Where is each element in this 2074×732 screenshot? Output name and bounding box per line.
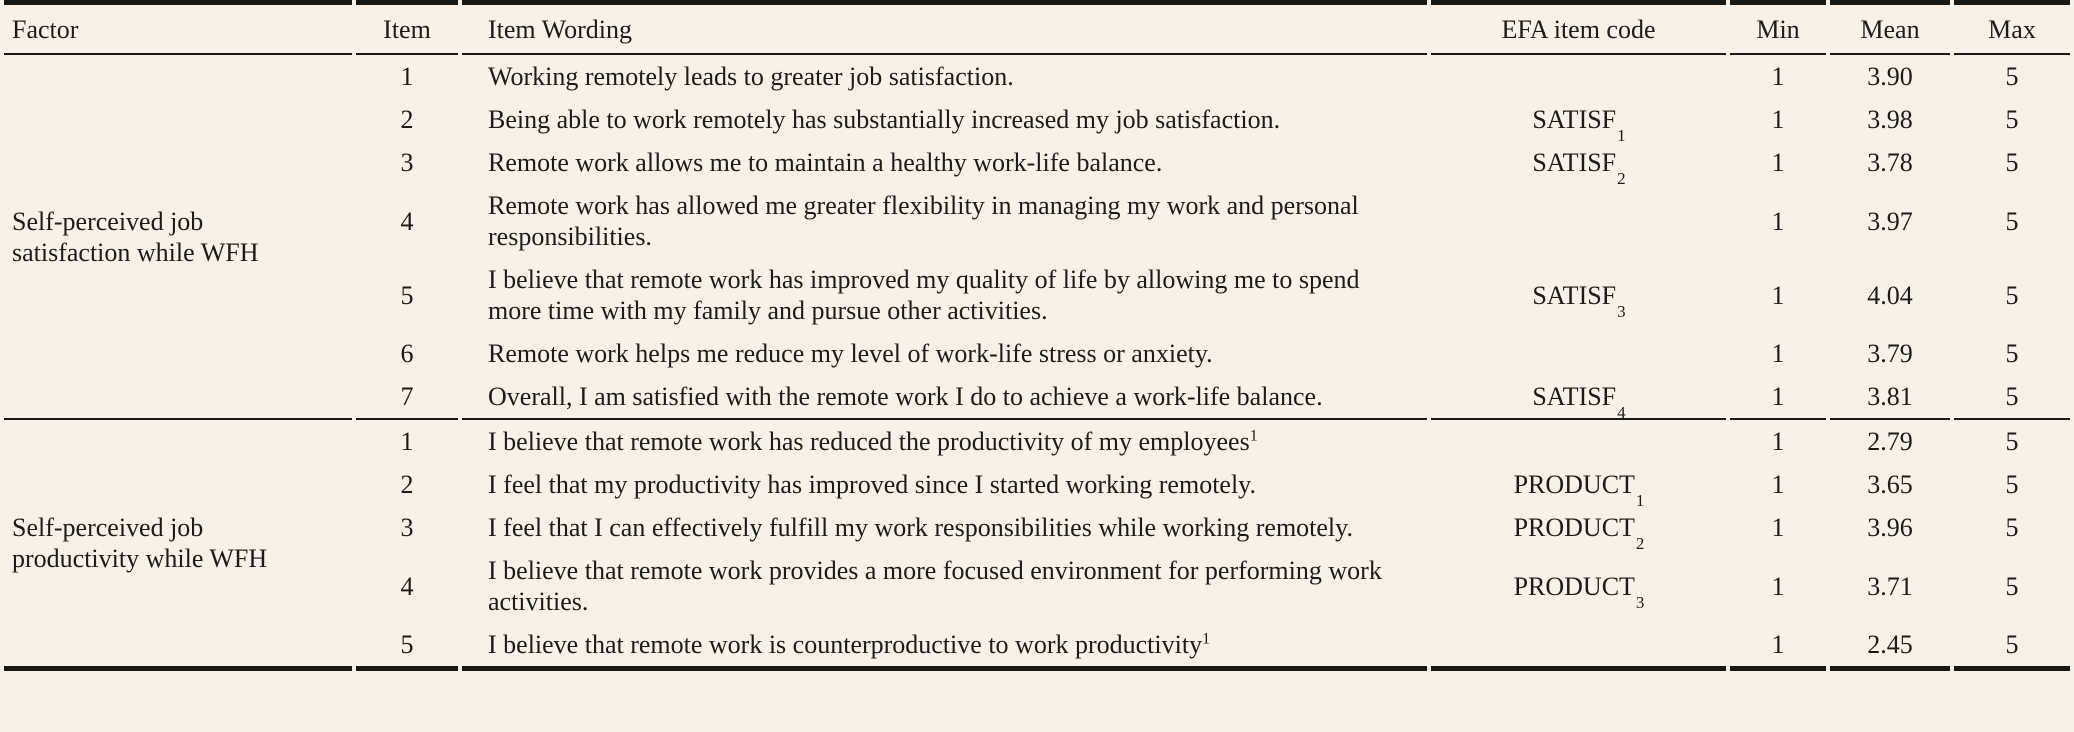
mean-cell: 3.65 bbox=[1867, 470, 1913, 499]
efa-code-cell bbox=[1431, 184, 1726, 258]
efa-code-subscript: 1 bbox=[1617, 126, 1626, 146]
max-cell: 5 bbox=[2005, 470, 2019, 499]
header-mean: Mean bbox=[1830, 0, 1950, 55]
efa-code-subscript: 2 bbox=[1635, 534, 1645, 554]
min-cell: 1 bbox=[1771, 339, 1785, 368]
max-cell: 5 bbox=[2005, 427, 2019, 456]
footnote-superscript: 1 bbox=[1202, 630, 1211, 648]
item-number-cell: 1 bbox=[400, 427, 414, 456]
item-wording-cell bbox=[462, 420, 1427, 463]
header-row bbox=[4, 0, 2070, 55]
efa-code-cell bbox=[1431, 332, 1726, 375]
item-wording-cell bbox=[462, 332, 1427, 375]
max-cell: 5 bbox=[2005, 339, 2019, 368]
max-cell: 5 bbox=[2005, 513, 2019, 542]
item-number-cell: 6 bbox=[400, 339, 414, 368]
header-min: Min bbox=[1730, 0, 1826, 55]
item-wording-cell bbox=[462, 55, 1427, 98]
item-number-cell: 5 bbox=[400, 280, 414, 310]
item-number-cell: 5 bbox=[356, 623, 458, 671]
item-wording-cell bbox=[462, 375, 1427, 420]
table-body bbox=[4, 55, 2070, 671]
efa-code-text: SATISF bbox=[1532, 280, 1617, 310]
item-wording-cell bbox=[462, 506, 1427, 549]
efa-code-text: SATISF bbox=[1532, 382, 1617, 411]
mean-cell: 3.96 bbox=[1867, 513, 1913, 542]
efa-code-cell bbox=[1431, 98, 1726, 146]
header-max: Max bbox=[1954, 0, 2070, 55]
item-wording-text: Overall, I am satisfied with the remote work I do to achieve a work-life balance. bbox=[488, 382, 1323, 411]
item-number-cell: 7 bbox=[356, 375, 458, 420]
efa-code-cell bbox=[1431, 258, 1726, 332]
item-wording-text: I believe that remote work has reduced the productivity of my employees bbox=[488, 427, 1250, 456]
min-cell: 1 bbox=[1771, 62, 1785, 91]
max-cell: 5 bbox=[2005, 571, 2019, 601]
factor-cell: Self-perceived job satisfaction while WFH bbox=[4, 55, 352, 420]
item-number-cell: 2 bbox=[400, 470, 414, 499]
mean-cell: 3.79 bbox=[1867, 339, 1913, 368]
item-wording-text: I feel that my productivity has improved since I started working remotely. bbox=[488, 470, 1256, 499]
item-wording-cell bbox=[462, 184, 1427, 258]
table-row bbox=[4, 55, 2070, 98]
efa-code-cell bbox=[1431, 141, 1726, 189]
efa-code-cell bbox=[1431, 420, 1726, 463]
max-cell: 5 bbox=[2005, 206, 2019, 236]
mean-cell: 3.98 bbox=[1867, 105, 1913, 134]
efa-code-subscript: 4 bbox=[1617, 403, 1626, 423]
max-cell: 5 bbox=[1954, 375, 2070, 420]
min-cell: 1 bbox=[1771, 571, 1785, 601]
item-wording-text: Working remotely leads to greater job satisfaction. bbox=[488, 62, 1014, 91]
efa-code-cell bbox=[1431, 506, 1726, 554]
efa-code-cell bbox=[1431, 549, 1726, 623]
header-factor: Factor bbox=[4, 0, 352, 55]
item-wording-cell bbox=[462, 623, 1427, 671]
mean-cell: 3.78 bbox=[1867, 148, 1913, 177]
header-item-wording: Item Wording bbox=[462, 0, 1427, 55]
item-number-cell: 4 bbox=[400, 571, 414, 601]
item-number-cell: 2 bbox=[400, 105, 414, 134]
item-number-cell: 3 bbox=[400, 513, 414, 542]
header-item: Item bbox=[356, 0, 458, 55]
item-wording-cell bbox=[462, 549, 1427, 623]
item-wording-cell bbox=[462, 141, 1427, 184]
min-cell: 1 bbox=[1771, 513, 1785, 542]
efa-code-text: PRODUCT bbox=[1513, 470, 1635, 499]
efa-code-subscript: 2 bbox=[1617, 169, 1626, 189]
item-number-cell: 3 bbox=[400, 148, 414, 177]
item-wording-text: I believe that remote work is counterproductive to work productivity bbox=[488, 630, 1203, 659]
efa-code-subscript: 1 bbox=[1635, 491, 1645, 511]
efa-code-cell bbox=[1431, 623, 1726, 671]
item-number-cell: 4 bbox=[400, 206, 414, 236]
efa-code-text: SATISF bbox=[1532, 105, 1617, 134]
efa-code-cell bbox=[1431, 375, 1726, 423]
item-wording-text: I believe that remote work has improved my quality of life by allowing me to spend more time with my family and pursue other activities. bbox=[488, 265, 1360, 325]
min-cell: 1 bbox=[1730, 623, 1826, 671]
item-wording-text: Remote work helps me reduce my level of work-life stress or anxiety. bbox=[488, 339, 1213, 368]
item-wording-text: I believe that remote work provides a more focused environment for performing work activities. bbox=[488, 556, 1382, 616]
min-cell: 1 bbox=[1771, 280, 1785, 310]
max-cell: 5 bbox=[2005, 280, 2019, 310]
max-cell: 5 bbox=[2005, 62, 2019, 91]
item-wording-cell bbox=[462, 98, 1427, 141]
item-wording-cell bbox=[462, 258, 1427, 332]
efa-code-subscript: 3 bbox=[1635, 592, 1645, 612]
max-cell: 5 bbox=[2005, 148, 2019, 177]
efa-code-cell bbox=[1431, 463, 1726, 511]
mean-cell: 3.97 bbox=[1867, 206, 1913, 236]
mean-cell: 3.90 bbox=[1867, 62, 1913, 91]
max-cell: 5 bbox=[1954, 623, 2070, 671]
max-cell: 5 bbox=[2005, 105, 2019, 134]
efa-code-text: PRODUCT bbox=[1513, 513, 1635, 542]
efa-code-cell bbox=[1431, 55, 1726, 98]
table-row bbox=[4, 420, 2070, 463]
item-wording-cell bbox=[462, 463, 1427, 506]
item-number-cell: 1 bbox=[400, 62, 414, 91]
mean-cell: 2.45 bbox=[1830, 623, 1950, 671]
min-cell: 1 bbox=[1771, 427, 1785, 456]
min-cell: 1 bbox=[1771, 148, 1785, 177]
item-wording-text: Remote work allows me to maintain a healthy work-life balance. bbox=[488, 148, 1163, 177]
factor-cell: Self-perceived job productivity while WFH bbox=[4, 420, 352, 671]
efa-code-text: PRODUCT bbox=[1513, 571, 1635, 601]
min-cell: 1 bbox=[1771, 206, 1785, 236]
efa-code-text: SATISF bbox=[1532, 148, 1617, 177]
mean-cell: 2.79 bbox=[1867, 427, 1913, 456]
mean-cell: 3.81 bbox=[1830, 375, 1950, 420]
min-cell: 1 bbox=[1771, 470, 1785, 499]
efa-code-subscript: 3 bbox=[1617, 301, 1626, 321]
header-efa-item-code: EFA item code bbox=[1431, 0, 1726, 55]
mean-cell: 4.04 bbox=[1867, 280, 1913, 310]
item-wording-text: Remote work has allowed me greater flexibility in managing my work and personal responsibilities. bbox=[488, 191, 1359, 251]
item-wording-text: Being able to work remotely has substantially increased my job satisfaction. bbox=[488, 105, 1281, 134]
footnote-superscript: 1 bbox=[1249, 427, 1258, 445]
item-wording-text: I feel that I can effectively fulfill my work responsibilities while working remotely. bbox=[488, 513, 1353, 542]
min-cell: 1 bbox=[1771, 105, 1785, 134]
mean-cell: 3.71 bbox=[1867, 571, 1913, 601]
min-cell: 1 bbox=[1730, 375, 1826, 420]
